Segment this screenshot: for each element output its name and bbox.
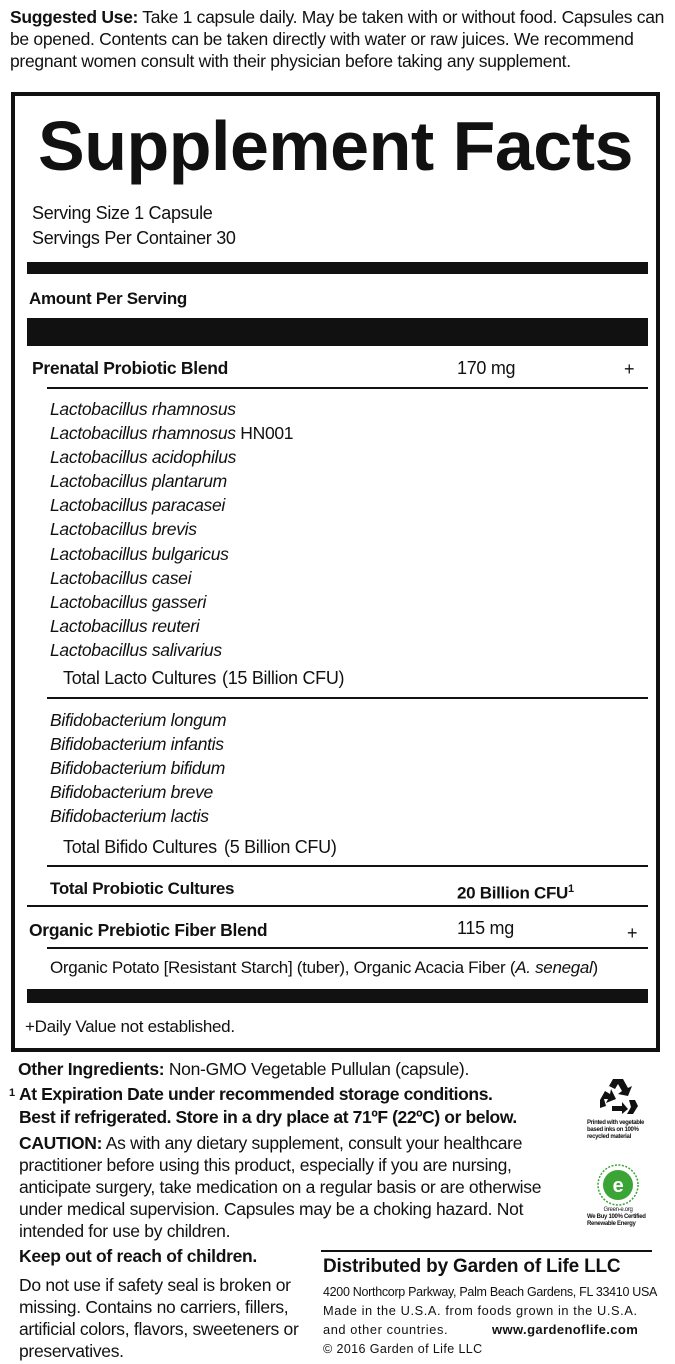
lacto-strain: Lactobacillus acidophilus [50, 447, 237, 468]
other-ingredients-label: Other Ingredients: [18, 1059, 165, 1079]
caution-text: CAUTION: As with any dietary supplement, consult your healthcare practitioner before using this product, especially if you are nursing, anticipate surgery, take medication on a regular basis or are otherwise under medical supervision. Capsules may be a choking hazard. Not intended for use by children. [19, 1133, 542, 1241]
suggested-use-text: Take 1 capsule daily. May be taken with or without food. Capsules can be opened. Contents can be taken directly with water or raw juices. We recommend pregnant women consult with their physician before taking any supplement. [10, 7, 665, 71]
footnote-marker: 1 [568, 883, 574, 895]
copyright: © 2016 Garden of Life LLC [323, 1342, 483, 1356]
green-e-caption: We Buy 100% Certified Renewable Energy [587, 1214, 646, 1227]
bifido-strain: Bifidobacterium lactis [50, 806, 209, 827]
rule [47, 947, 648, 949]
rule [47, 865, 648, 867]
distributor-heading: Distributed by Garden of Life LLC [323, 1256, 621, 1277]
svg-text:e: e [612, 1175, 624, 1197]
prebiotic-ingredients: Organic Potato [Resistant Starch] (tuber), Organic Acacia Fiber (A. senegal) [50, 958, 598, 977]
seal-note: Do not use if safety seal is broken or missing. Contains no carriers, fillers, artificial colors, flavors, sweeteners or preservatives. [19, 1275, 299, 1361]
rule [47, 697, 648, 699]
facts-title: Supplement Facts [38, 107, 633, 185]
lacto-strain: Lactobacillus salivarius [50, 639, 222, 660]
lacto-strain: Lactobacillus gasseri [50, 591, 207, 612]
lacto-strain: Lactobacillus rhamnosus [50, 399, 236, 419]
bifido-strain: Bifidobacterium longum [50, 710, 227, 730]
servings-per-container: Servings Per Container 30 [32, 228, 236, 248]
recycle-icon [596, 1076, 640, 1118]
bifido-strain: Bifidobacterium infantis [50, 734, 224, 755]
green-e-badge-text: Green-e.org [603, 1207, 633, 1213]
prebiotic-blend-dv: + [627, 923, 638, 943]
green-e-icon [591, 1163, 645, 1213]
website-link[interactable]: www.gardenoflife.com [492, 1322, 639, 1337]
rule [27, 905, 648, 907]
supplement-facts-panel [11, 92, 660, 1052]
thick-divider [27, 989, 648, 1003]
lacto-strain: Lactobacillus brevis [50, 519, 197, 540]
prenatal-blend-name: Prenatal Probiotic Blend [32, 358, 229, 378]
total-probiotic-value: 20 Billion CFU$^1$ [457, 883, 574, 903]
amount-per-serving: Amount Per Serving [29, 289, 188, 308]
other-ingredients: Other Ingredients: Non-GMO Vegetable Pullulan (capsule). [18, 1059, 470, 1079]
lacto-strain-list [50, 397, 293, 662]
suggested-use-label: Suggested Use: [10, 7, 139, 27]
lacto-strain: Lactobacillus rhamnosus HN001 [50, 423, 294, 444]
header-bar [27, 318, 648, 346]
daily-value-note: +Daily Value not established. [25, 1017, 235, 1036]
lacto-strain: Lactobacillus reuteri [50, 615, 200, 636]
prebiotic-blend-name: Organic Prebiotic Fiber Blend [29, 920, 268, 940]
bifido-total-label: Total Bifido Cultures [63, 837, 217, 857]
recycle-badge [583, 1076, 653, 1141]
footnote-line-1: At Expiration Date under recommended storage conditions. [19, 1084, 493, 1104]
lacto-strain: Lactobacillus casei [50, 567, 192, 588]
made-in-line-2: and other countries. [323, 1322, 449, 1337]
lacto-total-label: Total Lacto Cultures [63, 668, 217, 688]
lacto-total-value: (15 Billion CFU) [222, 668, 345, 688]
bifido-strain: Bifidobacterium bifidum [50, 758, 225, 779]
prenatal-blend-dv: + [624, 359, 635, 379]
lacto-strain: Lactobacillus bulgaricus [50, 543, 229, 564]
total-probiotic-label: Total Probiotic Cultures [50, 879, 235, 898]
rule [47, 387, 648, 389]
distributor-rule [321, 1250, 652, 1252]
suggested-use [10, 6, 670, 72]
bifido-strain-list [50, 708, 226, 828]
prebiotic-blend-amount: 115 mg [457, 918, 514, 938]
distributor-address: 4200 Northcorp Parkway, Palm Beach Gardens, FL 33410 USA [323, 1285, 658, 1299]
made-in-line-1: Made in the U.S.A. from foods grown in the U.S.A. [323, 1303, 638, 1318]
keep-out-warning: Keep out of reach of children. [19, 1246, 257, 1266]
lacto-strain: Lactobacillus paracasei [50, 495, 226, 516]
bifido-total-value: (5 Billion CFU) [224, 837, 337, 857]
green-e-badge [583, 1163, 653, 1228]
lacto-strain: Lactobacillus plantarum [50, 471, 227, 492]
bifido-strain: Bifidobacterium breve [50, 782, 213, 803]
thick-divider [27, 262, 648, 274]
footnote-marker: 1 [9, 1087, 15, 1099]
recycle-caption: Printed with vegetable based inks on 100% recycled material [587, 1120, 645, 1140]
footnote-line-2: Best if refrigerated. Store in a dry place at 71ºF (22ºC) or below. [19, 1107, 517, 1127]
serving-size: Serving Size 1 Capsule [32, 203, 213, 223]
prenatal-blend-amount: 170 mg [457, 358, 516, 378]
caution-label: CAUTION: [19, 1133, 103, 1153]
